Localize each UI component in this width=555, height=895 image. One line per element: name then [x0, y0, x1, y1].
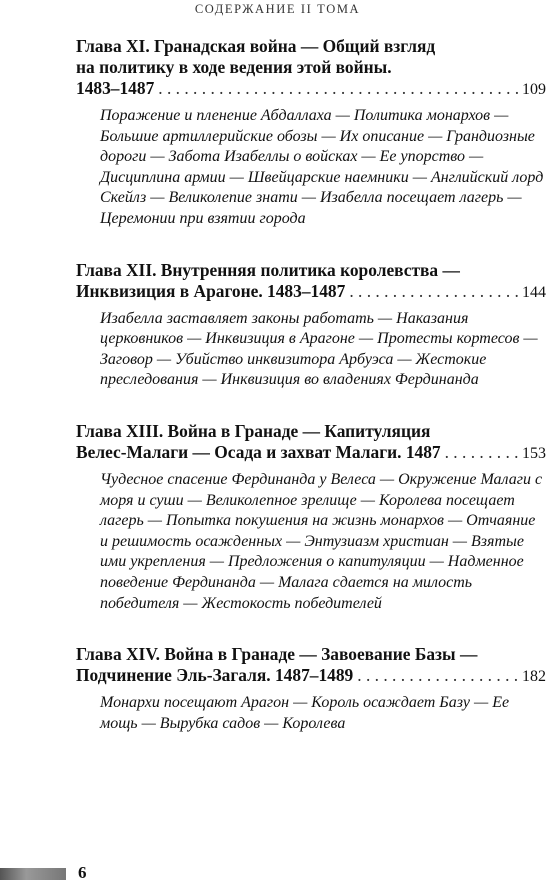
chapter-summary: Чудесное спасение Фердинанда у Велеса — Окружение Малаги с моря и суши — Великолепное зрелище — Королева посещает лагерь — Попытка покушения на жизнь монархов — Отчаяние и решимость осажденных — Энтузиазм христиан — Взятые ими укрепления — Предложения о капитуляции — Надменное поведение Фердинанда — Малага сдается на милость победителя — Жестокость победителей [100, 470, 543, 612]
page-reference: 182 [522, 668, 546, 686]
chapter-summary: Изабелла заставляет законы работать — Наказания церковников — Инквизиция в Арагоне — Протесты кортесов — Заговор — Убийство инквизитора Арбуэса — Жестокие преследования — Инквизиция во владениях Фердинанда [100, 309, 538, 389]
footer-decoration [0, 868, 66, 880]
page-reference: 144 [522, 283, 546, 301]
dot-leader [158, 78, 518, 99]
chapter-title-line: Глава XII. Внутренняя политика королевства — [76, 259, 460, 280]
chapter-summary: Монархи посещают Арагон — Король осаждает Базу — Ее мощь — Вырубка садов — Королева [100, 694, 510, 732]
dot-leader [357, 665, 518, 686]
chapter-title-line: на политику в ходе ведения этой войны. [76, 57, 392, 77]
chapter-entry [76, 421, 546, 614]
running-head: СОДЕРЖАНИЕ II ТОМА [194, 2, 361, 16]
page-number: 6 [78, 863, 87, 882]
chapter-summary: Поражение и пленение Абдаллаха — Политика монархов — Большие артиллерийские обозы — Их описание — Грандиозные дороги — Забота Изабеллы о войсках — Ее упорство — Дисциплина армии — Швейцарские наемники — Английский лорд Скейлз — Великолепие знати — Изабелла посещает лагерь — Церемонии при взятии города [100, 107, 544, 227]
chapter-title-tail: Подчинение Эль-Загаля. 1487–1489 [76, 665, 354, 686]
chapter-entry [76, 644, 546, 734]
chapter-title-line: Глава XI. Гранадская война — Общий взгляд [76, 36, 436, 56]
page-reference: 153 [522, 444, 546, 462]
chapter-entry [76, 36, 546, 230]
chapter-entry [76, 260, 546, 391]
dot-leader [349, 281, 518, 302]
chapter-title-last-line [76, 78, 546, 100]
dot-leader [445, 442, 518, 463]
page-reference: 109 [522, 81, 546, 98]
chapter-title-last-line [76, 442, 546, 464]
chapter-title-last-line [76, 665, 546, 687]
chapter-title-tail: 1483–1487 [76, 78, 155, 98]
chapter-title-line: Глава XIII. Война в Гранаде — Капитуляция [76, 420, 431, 441]
table-of-contents [76, 36, 546, 764]
chapter-title-last-line [76, 281, 546, 303]
chapter-title-tail: Инквизиция в Арагоне. 1483–1487 [76, 280, 346, 301]
chapter-title-line: Глава XIV. Война в Гранаде — Завоевание Базы — [76, 644, 478, 665]
chapter-title-tail: Велес-Малаги — Осада и захват Малаги. 1487 [76, 441, 441, 462]
